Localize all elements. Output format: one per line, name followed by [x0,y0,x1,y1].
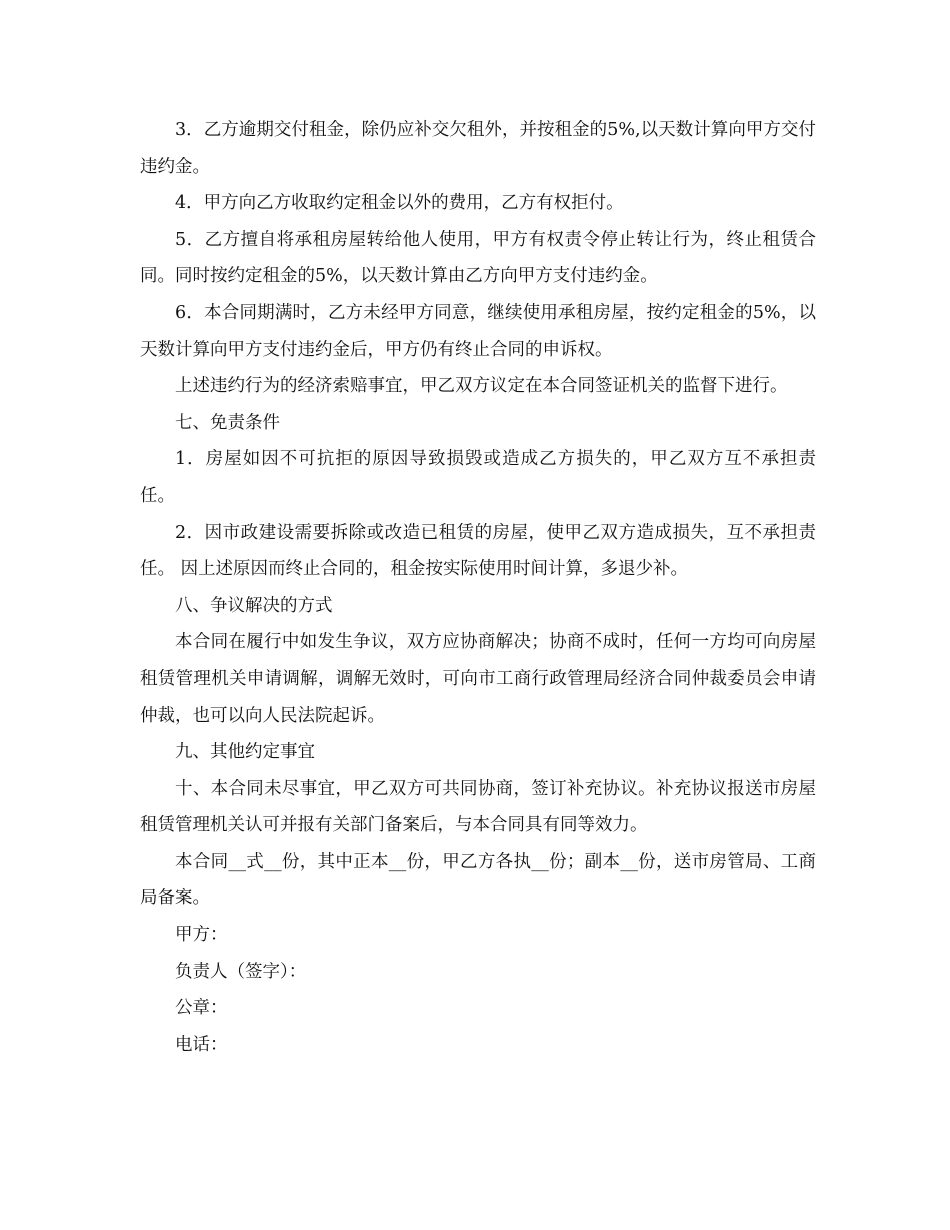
phone-label: 电话： [175,1034,228,1055]
exemption-clause-1: 1．房屋如因不可抗拒的原因导致损毁或造成乙方损失的，甲乙双方互不承担责任。 [140,449,816,506]
copies-paragraph: 本合同__式__份，其中正本__份，甲乙方各执__份；副本__份，送市房管局、工商局备案。 [140,851,816,909]
exemption-clause-2: 2．因市政建设需要拆除或改造已租赁的房屋，使甲乙双方造成损失，互不承担责任。 因上述原因而终止合同的，租金按实际使用时间计算，多退少补。 [140,522,816,580]
clause-5-sublet: 5．乙方擅自将承租房屋转给他人使用，甲方有权责令停止转让行为，终止租赁合同。同时按约定租金的5%，以天数计算由乙方向甲方支付违约金。 [140,229,816,287]
breach-claims-paragraph: 上述违约行为的经济索赔事宜，甲乙双方议定在本合同签证机关的监督下进行。 [175,376,788,397]
section-8-heading: 八、争议解决的方式 [175,595,333,616]
clause-6-overstay: 6．本合同期满时，乙方未经甲方同意，继续使用承租房屋，按约定租金的5%，以天数计算向甲方支付违约金后，甲方仍有终止合同的申诉权。 [140,302,816,360]
clause-4-extra-fees: 4．甲方向乙方收取约定租金以外的费用，乙方有权拒付。 [175,193,624,214]
clause-3-late-rent: 3．乙方逾期交付租金，除仍应补交欠租外，并按租金的5%,以天数计算向甲方交付违约金。 [140,120,816,177]
signatory-label: 负责人（签字）： [175,961,307,982]
section-9-heading: 九、其他约定事宜 [175,742,315,763]
section-10-paragraph: 十、本合同未尽事宜，甲乙双方可共同协商，签订补充协议。补充协议报送市房屋租赁管理机关认可并报有关部门备案后，与本合同具有同等效力。 [140,778,816,836]
seal-label: 公章： [175,998,228,1019]
dispute-resolution-paragraph: 本合同在履行中如发生争议，双方应协商解决；协商不成时，任何一方均可向房屋租赁管理机关申请调解，调解无效时，可向市工商行政管理局经济合同仲裁委员会申请仲裁，也可以向人民法院起诉。 [140,632,816,726]
section-7-heading: 七、免责条件 [175,412,280,433]
party-a-label: 甲方： [175,925,228,946]
document-body [140,112,816,1063]
